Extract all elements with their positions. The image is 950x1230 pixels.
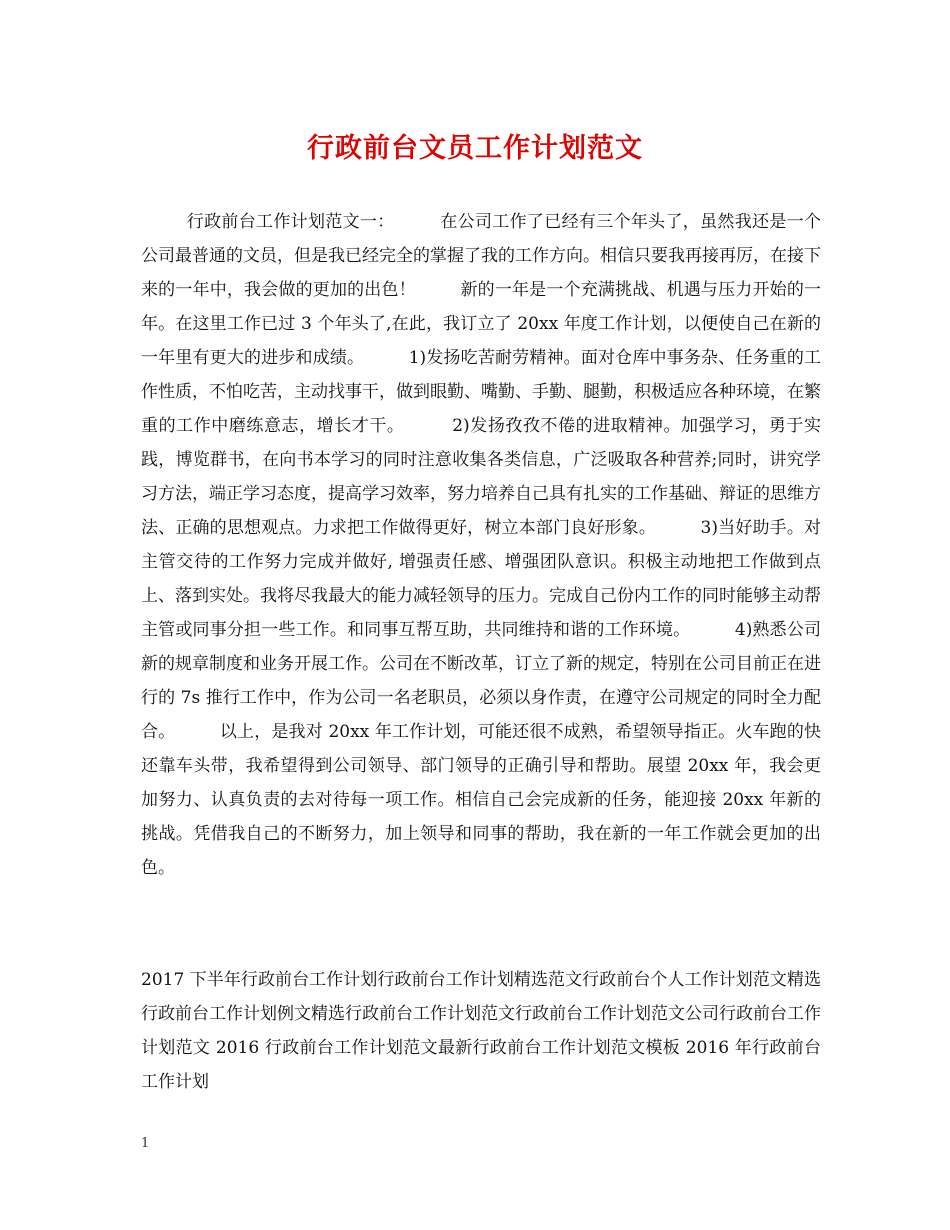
page-number: 1 <box>141 1136 150 1151</box>
related-links-text: 2017 下半年行政前台工作计划行政前台工作计划精选范文行政前台个人工作计划范文精选行政前台工作计划例文精选行政前台工作计划范文行政前台工作计划范文公司行政前台工作计划范文 2016 行政前台工作计划范文最新行政前台工作计划范文模板 2016 年行政前台工作计划 <box>141 970 821 1092</box>
document-title: 行政前台文员工作计划范文 <box>307 133 643 164</box>
document-body: 行政前台工作计划范文一： 在公司工作了已经有三个年头了，虽然我还是一个公司最普通的文员，但是我已经完全的掌握了我的工作方向。相信只要我再接再厉，在接下来的一年中，我会做的更加的出色！ 新的一年是一个充满挑战、机遇与压力开始的一年。在这里工作已过 3 个年头了,在此，我订立了 20xx 年度工作计划，以便使自己在新的一年里有更大的进步和成绩。 1)发扬吃苦耐劳精神。面对仓库中事务杂、任务重的工作性质，不怕吃苦，主动找事干，做到眼勤、嘴勤、手勤、腿勤，积极适应各种环境，在繁重的工作中磨练意志，增长才干。 2)发扬孜孜不倦的进取精神。加强学习，勇于实践，博览群书，在向书本学习的同时注意收集各类信息，广泛吸取各种营养;同时，讲究学习方法，端正学习态度，提高学习效率，努力培养自己具有扎实的工作基础、辩证的思维方法、正确的思想观点。力求把工作做得更好，树立本部门良好形象。 3)当好助手。对主管交待的工作努力完成并做好, 增强责任感、增强团队意识。积极主动地把工作做到点上、落到实处。我将尽我最大的能力减轻领导的压力。完成自己份内工作的同时能够主动帮主管或同事分担一些工作。和同事互帮互助，共同维持和谐的工作环境。 4)熟悉公司新的规章制度和业务开展工作。公司在不断改革，订立了新的规定，特别在公司目前正在进行的 7s 推行工作中，作为公司一名老职员，必须以身作责，在遵守公司规定的同时全力配合。 以上，是我对 20xx 年工作计划，可能还很不成熟，希望领导指正。火车跑的快还靠车头带，我希望得到公司领导、部门领导的正确引导和帮助。展望 20xx 年，我会更加努力、认真负责的去对待每一项工作。相信自己会完成新的任务，能迎接 20xx 年新的挑战。凭借我自己的不断努力，加上领导和同事的帮助，我在新的一年工作就会更加的出色。 <box>141 212 822 878</box>
